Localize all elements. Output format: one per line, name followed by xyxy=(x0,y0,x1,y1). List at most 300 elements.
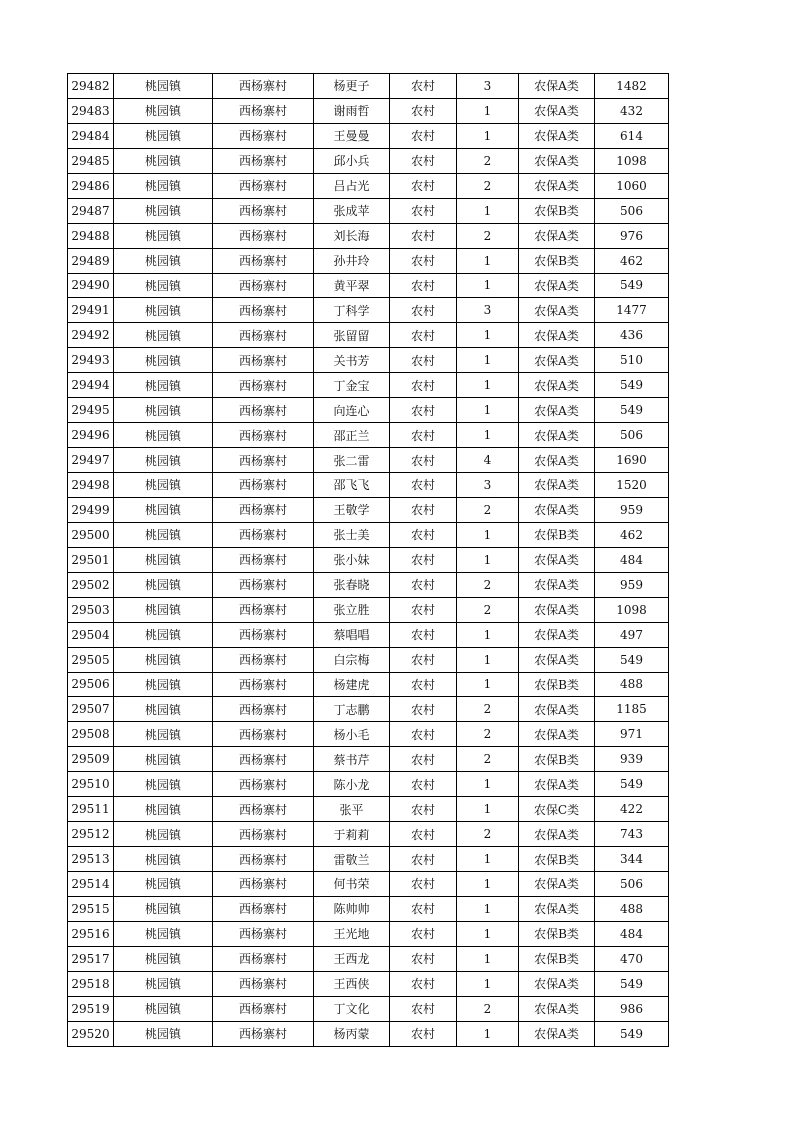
name-cell: 杨小毛 xyxy=(314,722,390,747)
town-cell: 桃园镇 xyxy=(114,123,213,148)
table-row xyxy=(68,473,669,498)
amount-cell: 1482 xyxy=(595,74,669,99)
table-row xyxy=(68,98,669,123)
village-cell: 西杨寨村 xyxy=(213,398,314,423)
village-cell: 西杨寨村 xyxy=(213,423,314,448)
household-size-cell: 2 xyxy=(457,722,519,747)
name-cell: 丁科学 xyxy=(314,298,390,323)
record-id-cell: 29518 xyxy=(68,971,114,996)
record-id-cell: 29491 xyxy=(68,298,114,323)
insurance-type-cell: 农保B类 xyxy=(519,946,595,971)
household-size-cell: 1 xyxy=(457,622,519,647)
area-type-cell: 农村 xyxy=(390,697,457,722)
table-row xyxy=(68,123,669,148)
village-cell: 西杨寨村 xyxy=(213,872,314,897)
area-type-cell: 农村 xyxy=(390,323,457,348)
record-id-cell: 29496 xyxy=(68,423,114,448)
name-cell: 刘长海 xyxy=(314,223,390,248)
area-type-cell: 农村 xyxy=(390,722,457,747)
town-cell: 桃园镇 xyxy=(114,448,213,473)
table-row xyxy=(68,597,669,622)
household-size-cell: 2 xyxy=(457,697,519,722)
town-cell: 桃园镇 xyxy=(114,946,213,971)
table-row xyxy=(68,572,669,597)
record-id-cell: 29504 xyxy=(68,622,114,647)
insurance-type-cell: 农保B类 xyxy=(519,672,595,697)
insurance-type-cell: 农保A类 xyxy=(519,473,595,498)
area-type-cell: 农村 xyxy=(390,273,457,298)
name-cell: 杨更子 xyxy=(314,74,390,99)
name-cell: 关书芳 xyxy=(314,348,390,373)
name-cell: 白宗梅 xyxy=(314,647,390,672)
name-cell: 吕占光 xyxy=(314,173,390,198)
household-size-cell: 2 xyxy=(457,497,519,522)
amount-cell: 506 xyxy=(595,198,669,223)
amount-cell: 549 xyxy=(595,772,669,797)
household-size-cell: 1 xyxy=(457,1021,519,1046)
record-id-cell: 29513 xyxy=(68,847,114,872)
record-id-cell: 29493 xyxy=(68,348,114,373)
area-type-cell: 农村 xyxy=(390,148,457,173)
town-cell: 桃园镇 xyxy=(114,747,213,772)
town-cell: 桃园镇 xyxy=(114,772,213,797)
name-cell: 张留留 xyxy=(314,323,390,348)
table-row xyxy=(68,672,669,697)
insurance-type-cell: 农保A类 xyxy=(519,647,595,672)
name-cell: 张小妹 xyxy=(314,547,390,572)
record-id-cell: 29484 xyxy=(68,123,114,148)
town-cell: 桃园镇 xyxy=(114,173,213,198)
area-type-cell: 农村 xyxy=(390,223,457,248)
village-cell: 西杨寨村 xyxy=(213,248,314,273)
town-cell: 桃园镇 xyxy=(114,822,213,847)
household-size-cell: 1 xyxy=(457,123,519,148)
amount-cell: 1520 xyxy=(595,473,669,498)
record-id-cell: 29490 xyxy=(68,273,114,298)
household-size-cell: 1 xyxy=(457,522,519,547)
area-type-cell: 农村 xyxy=(390,448,457,473)
household-size-cell: 1 xyxy=(457,946,519,971)
area-type-cell: 农村 xyxy=(390,971,457,996)
insurance-type-cell: 农保A类 xyxy=(519,348,595,373)
record-id-cell: 29495 xyxy=(68,398,114,423)
table-row xyxy=(68,622,669,647)
amount-cell: 484 xyxy=(595,547,669,572)
village-cell: 西杨寨村 xyxy=(213,722,314,747)
amount-cell: 549 xyxy=(595,647,669,672)
table-row xyxy=(68,74,669,99)
table-row xyxy=(68,298,669,323)
insurance-type-cell: 农保A类 xyxy=(519,123,595,148)
insurance-type-cell: 农保A类 xyxy=(519,772,595,797)
name-cell: 黄平翠 xyxy=(314,273,390,298)
area-type-cell: 农村 xyxy=(390,348,457,373)
record-id-cell: 29499 xyxy=(68,497,114,522)
name-cell: 谢雨哲 xyxy=(314,98,390,123)
village-cell: 西杨寨村 xyxy=(213,847,314,872)
table-row xyxy=(68,996,669,1021)
amount-cell: 488 xyxy=(595,672,669,697)
town-cell: 桃园镇 xyxy=(114,597,213,622)
insurance-type-cell: 农保A类 xyxy=(519,497,595,522)
town-cell: 桃园镇 xyxy=(114,423,213,448)
area-type-cell: 农村 xyxy=(390,198,457,223)
record-id-cell: 29511 xyxy=(68,797,114,822)
village-cell: 西杨寨村 xyxy=(213,622,314,647)
name-cell: 王光地 xyxy=(314,921,390,946)
record-id-cell: 29497 xyxy=(68,448,114,473)
table-row xyxy=(68,896,669,921)
record-id-cell: 29517 xyxy=(68,946,114,971)
area-type-cell: 农村 xyxy=(390,298,457,323)
table-row xyxy=(68,148,669,173)
insurance-type-cell: 农保A类 xyxy=(519,572,595,597)
name-cell: 蔡书芹 xyxy=(314,747,390,772)
area-type-cell: 农村 xyxy=(390,98,457,123)
town-cell: 桃园镇 xyxy=(114,971,213,996)
town-cell: 桃园镇 xyxy=(114,697,213,722)
area-type-cell: 农村 xyxy=(390,398,457,423)
household-size-cell: 1 xyxy=(457,547,519,572)
area-type-cell: 农村 xyxy=(390,622,457,647)
insurance-type-cell: 农保B类 xyxy=(519,847,595,872)
town-cell: 桃园镇 xyxy=(114,473,213,498)
table-row xyxy=(68,373,669,398)
record-id-cell: 29498 xyxy=(68,473,114,498)
record-id-cell: 29492 xyxy=(68,323,114,348)
area-type-cell: 农村 xyxy=(390,747,457,772)
name-cell: 张春晓 xyxy=(314,572,390,597)
insurance-type-cell: 农保A类 xyxy=(519,622,595,647)
insurance-type-cell: 农保A类 xyxy=(519,722,595,747)
amount-cell: 488 xyxy=(595,896,669,921)
name-cell: 向连心 xyxy=(314,398,390,423)
table-row xyxy=(68,547,669,572)
amount-cell: 1185 xyxy=(595,697,669,722)
village-cell: 西杨寨村 xyxy=(213,697,314,722)
record-id-cell: 29508 xyxy=(68,722,114,747)
insurance-type-cell: 农保A类 xyxy=(519,398,595,423)
town-cell: 桃园镇 xyxy=(114,847,213,872)
insurance-type-cell: 农保A类 xyxy=(519,971,595,996)
household-size-cell: 1 xyxy=(457,98,519,123)
household-size-cell: 1 xyxy=(457,872,519,897)
area-type-cell: 农村 xyxy=(390,822,457,847)
area-type-cell: 农村 xyxy=(390,497,457,522)
table-row xyxy=(68,872,669,897)
household-size-cell: 2 xyxy=(457,822,519,847)
record-id-cell: 29500 xyxy=(68,522,114,547)
record-id-cell: 29483 xyxy=(68,98,114,123)
area-type-cell: 农村 xyxy=(390,473,457,498)
record-id-cell: 29515 xyxy=(68,896,114,921)
amount-cell: 506 xyxy=(595,872,669,897)
household-size-cell: 1 xyxy=(457,273,519,298)
amount-cell: 462 xyxy=(595,522,669,547)
amount-cell: 1690 xyxy=(595,448,669,473)
insurance-type-cell: 农保B类 xyxy=(519,522,595,547)
village-cell: 西杨寨村 xyxy=(213,921,314,946)
area-type-cell: 农村 xyxy=(390,572,457,597)
amount-cell: 971 xyxy=(595,722,669,747)
records-table xyxy=(67,73,669,1047)
name-cell: 雷敬兰 xyxy=(314,847,390,872)
table-row xyxy=(68,448,669,473)
town-cell: 桃园镇 xyxy=(114,223,213,248)
town-cell: 桃园镇 xyxy=(114,896,213,921)
name-cell: 于莉莉 xyxy=(314,822,390,847)
town-cell: 桃园镇 xyxy=(114,921,213,946)
name-cell: 邵飞飞 xyxy=(314,473,390,498)
insurance-type-cell: 农保A类 xyxy=(519,872,595,897)
village-cell: 西杨寨村 xyxy=(213,572,314,597)
village-cell: 西杨寨村 xyxy=(213,946,314,971)
village-cell: 西杨寨村 xyxy=(213,373,314,398)
insurance-type-cell: 农保A类 xyxy=(519,148,595,173)
town-cell: 桃园镇 xyxy=(114,1021,213,1046)
household-size-cell: 1 xyxy=(457,398,519,423)
name-cell: 孙井玲 xyxy=(314,248,390,273)
amount-cell: 549 xyxy=(595,398,669,423)
village-cell: 西杨寨村 xyxy=(213,822,314,847)
village-cell: 西杨寨村 xyxy=(213,497,314,522)
town-cell: 桃园镇 xyxy=(114,522,213,547)
table-row xyxy=(68,697,669,722)
town-cell: 桃园镇 xyxy=(114,74,213,99)
insurance-type-cell: 农保A类 xyxy=(519,323,595,348)
record-id-cell: 29506 xyxy=(68,672,114,697)
village-cell: 西杨寨村 xyxy=(213,298,314,323)
village-cell: 西杨寨村 xyxy=(213,74,314,99)
name-cell: 丁文化 xyxy=(314,996,390,1021)
town-cell: 桃园镇 xyxy=(114,996,213,1021)
area-type-cell: 农村 xyxy=(390,1021,457,1046)
table-row xyxy=(68,522,669,547)
town-cell: 桃园镇 xyxy=(114,672,213,697)
amount-cell: 959 xyxy=(595,497,669,522)
name-cell: 张平 xyxy=(314,797,390,822)
amount-cell: 549 xyxy=(595,971,669,996)
record-id-cell: 29488 xyxy=(68,223,114,248)
village-cell: 西杨寨村 xyxy=(213,547,314,572)
name-cell: 张成苹 xyxy=(314,198,390,223)
insurance-type-cell: 农保B类 xyxy=(519,198,595,223)
town-cell: 桃园镇 xyxy=(114,98,213,123)
table-row xyxy=(68,423,669,448)
household-size-cell: 1 xyxy=(457,348,519,373)
village-cell: 西杨寨村 xyxy=(213,747,314,772)
table-row xyxy=(68,173,669,198)
household-size-cell: 1 xyxy=(457,423,519,448)
table-row xyxy=(68,772,669,797)
amount-cell: 344 xyxy=(595,847,669,872)
record-id-cell: 29519 xyxy=(68,996,114,1021)
household-size-cell: 1 xyxy=(457,921,519,946)
town-cell: 桃园镇 xyxy=(114,273,213,298)
insurance-type-cell: 农保A类 xyxy=(519,98,595,123)
name-cell: 丁金宝 xyxy=(314,373,390,398)
insurance-type-cell: 农保A类 xyxy=(519,996,595,1021)
area-type-cell: 农村 xyxy=(390,547,457,572)
record-id-cell: 29485 xyxy=(68,148,114,173)
town-cell: 桃园镇 xyxy=(114,722,213,747)
household-size-cell: 1 xyxy=(457,198,519,223)
village-cell: 西杨寨村 xyxy=(213,797,314,822)
area-type-cell: 农村 xyxy=(390,847,457,872)
record-id-cell: 29502 xyxy=(68,572,114,597)
area-type-cell: 农村 xyxy=(390,423,457,448)
town-cell: 桃园镇 xyxy=(114,872,213,897)
table-body xyxy=(68,74,669,1047)
town-cell: 桃园镇 xyxy=(114,348,213,373)
record-id-cell: 29516 xyxy=(68,921,114,946)
table-row xyxy=(68,946,669,971)
amount-cell: 986 xyxy=(595,996,669,1021)
household-size-cell: 1 xyxy=(457,248,519,273)
insurance-type-cell: 农保A类 xyxy=(519,1021,595,1046)
town-cell: 桃园镇 xyxy=(114,248,213,273)
record-id-cell: 29494 xyxy=(68,373,114,398)
household-size-cell: 1 xyxy=(457,847,519,872)
amount-cell: 432 xyxy=(595,98,669,123)
village-cell: 西杨寨村 xyxy=(213,348,314,373)
village-cell: 西杨寨村 xyxy=(213,1021,314,1046)
household-size-cell: 2 xyxy=(457,597,519,622)
household-size-cell: 1 xyxy=(457,672,519,697)
table-row xyxy=(68,647,669,672)
village-cell: 西杨寨村 xyxy=(213,971,314,996)
amount-cell: 422 xyxy=(595,797,669,822)
village-cell: 西杨寨村 xyxy=(213,996,314,1021)
table-row xyxy=(68,747,669,772)
table-row xyxy=(68,971,669,996)
town-cell: 桃园镇 xyxy=(114,622,213,647)
area-type-cell: 农村 xyxy=(390,772,457,797)
amount-cell: 549 xyxy=(595,373,669,398)
insurance-type-cell: 农保A类 xyxy=(519,597,595,622)
area-type-cell: 农村 xyxy=(390,597,457,622)
household-size-cell: 1 xyxy=(457,971,519,996)
table-row xyxy=(68,921,669,946)
village-cell: 西杨寨村 xyxy=(213,198,314,223)
household-size-cell: 1 xyxy=(457,647,519,672)
town-cell: 桃园镇 xyxy=(114,298,213,323)
record-id-cell: 29505 xyxy=(68,647,114,672)
household-size-cell: 3 xyxy=(457,298,519,323)
household-size-cell: 2 xyxy=(457,747,519,772)
village-cell: 西杨寨村 xyxy=(213,148,314,173)
record-id-cell: 29512 xyxy=(68,822,114,847)
area-type-cell: 农村 xyxy=(390,74,457,99)
record-id-cell: 29514 xyxy=(68,872,114,897)
table-row xyxy=(68,497,669,522)
name-cell: 何书荣 xyxy=(314,872,390,897)
household-size-cell: 2 xyxy=(457,173,519,198)
amount-cell: 549 xyxy=(595,1021,669,1046)
area-type-cell: 农村 xyxy=(390,173,457,198)
amount-cell: 1477 xyxy=(595,298,669,323)
amount-cell: 497 xyxy=(595,622,669,647)
area-type-cell: 农村 xyxy=(390,921,457,946)
table-row xyxy=(68,847,669,872)
town-cell: 桃园镇 xyxy=(114,647,213,672)
village-cell: 西杨寨村 xyxy=(213,123,314,148)
table-row xyxy=(68,198,669,223)
area-type-cell: 农村 xyxy=(390,123,457,148)
village-cell: 西杨寨村 xyxy=(213,672,314,697)
amount-cell: 462 xyxy=(595,248,669,273)
village-cell: 西杨寨村 xyxy=(213,273,314,298)
name-cell: 张二雷 xyxy=(314,448,390,473)
household-size-cell: 1 xyxy=(457,896,519,921)
amount-cell: 506 xyxy=(595,423,669,448)
town-cell: 桃园镇 xyxy=(114,797,213,822)
household-size-cell: 2 xyxy=(457,223,519,248)
record-id-cell: 29509 xyxy=(68,747,114,772)
area-type-cell: 农村 xyxy=(390,373,457,398)
village-cell: 西杨寨村 xyxy=(213,647,314,672)
table-row xyxy=(68,323,669,348)
household-size-cell: 1 xyxy=(457,323,519,348)
name-cell: 杨丙蒙 xyxy=(314,1021,390,1046)
insurance-type-cell: 农保A类 xyxy=(519,273,595,298)
name-cell: 张士美 xyxy=(314,522,390,547)
table-row xyxy=(68,797,669,822)
insurance-type-cell: 农保C类 xyxy=(519,797,595,822)
insurance-type-cell: 农保A类 xyxy=(519,423,595,448)
table-row xyxy=(68,248,669,273)
household-size-cell: 2 xyxy=(457,148,519,173)
amount-cell: 1060 xyxy=(595,173,669,198)
record-id-cell: 29501 xyxy=(68,547,114,572)
household-size-cell: 3 xyxy=(457,74,519,99)
name-cell: 丁志鹏 xyxy=(314,697,390,722)
town-cell: 桃园镇 xyxy=(114,148,213,173)
name-cell: 邵正兰 xyxy=(314,423,390,448)
name-cell: 王西侠 xyxy=(314,971,390,996)
record-id-cell: 29520 xyxy=(68,1021,114,1046)
area-type-cell: 农村 xyxy=(390,896,457,921)
name-cell: 王曼曼 xyxy=(314,123,390,148)
name-cell: 张立胜 xyxy=(314,597,390,622)
village-cell: 西杨寨村 xyxy=(213,98,314,123)
amount-cell: 1098 xyxy=(595,148,669,173)
area-type-cell: 农村 xyxy=(390,248,457,273)
town-cell: 桃园镇 xyxy=(114,398,213,423)
insurance-type-cell: 农保A类 xyxy=(519,697,595,722)
household-size-cell: 4 xyxy=(457,448,519,473)
area-type-cell: 农村 xyxy=(390,946,457,971)
town-cell: 桃园镇 xyxy=(114,547,213,572)
amount-cell: 939 xyxy=(595,747,669,772)
area-type-cell: 农村 xyxy=(390,996,457,1021)
amount-cell: 484 xyxy=(595,921,669,946)
village-cell: 西杨寨村 xyxy=(213,522,314,547)
insurance-type-cell: 农保A类 xyxy=(519,223,595,248)
amount-cell: 614 xyxy=(595,123,669,148)
insurance-type-cell: 农保A类 xyxy=(519,896,595,921)
table-row xyxy=(68,1021,669,1046)
town-cell: 桃园镇 xyxy=(114,373,213,398)
village-cell: 西杨寨村 xyxy=(213,323,314,348)
record-id-cell: 29487 xyxy=(68,198,114,223)
town-cell: 桃园镇 xyxy=(114,323,213,348)
insurance-type-cell: 农保A类 xyxy=(519,298,595,323)
town-cell: 桃园镇 xyxy=(114,497,213,522)
insurance-type-cell: 农保A类 xyxy=(519,547,595,572)
insurance-type-cell: 农保A类 xyxy=(519,173,595,198)
name-cell: 邱小兵 xyxy=(314,148,390,173)
